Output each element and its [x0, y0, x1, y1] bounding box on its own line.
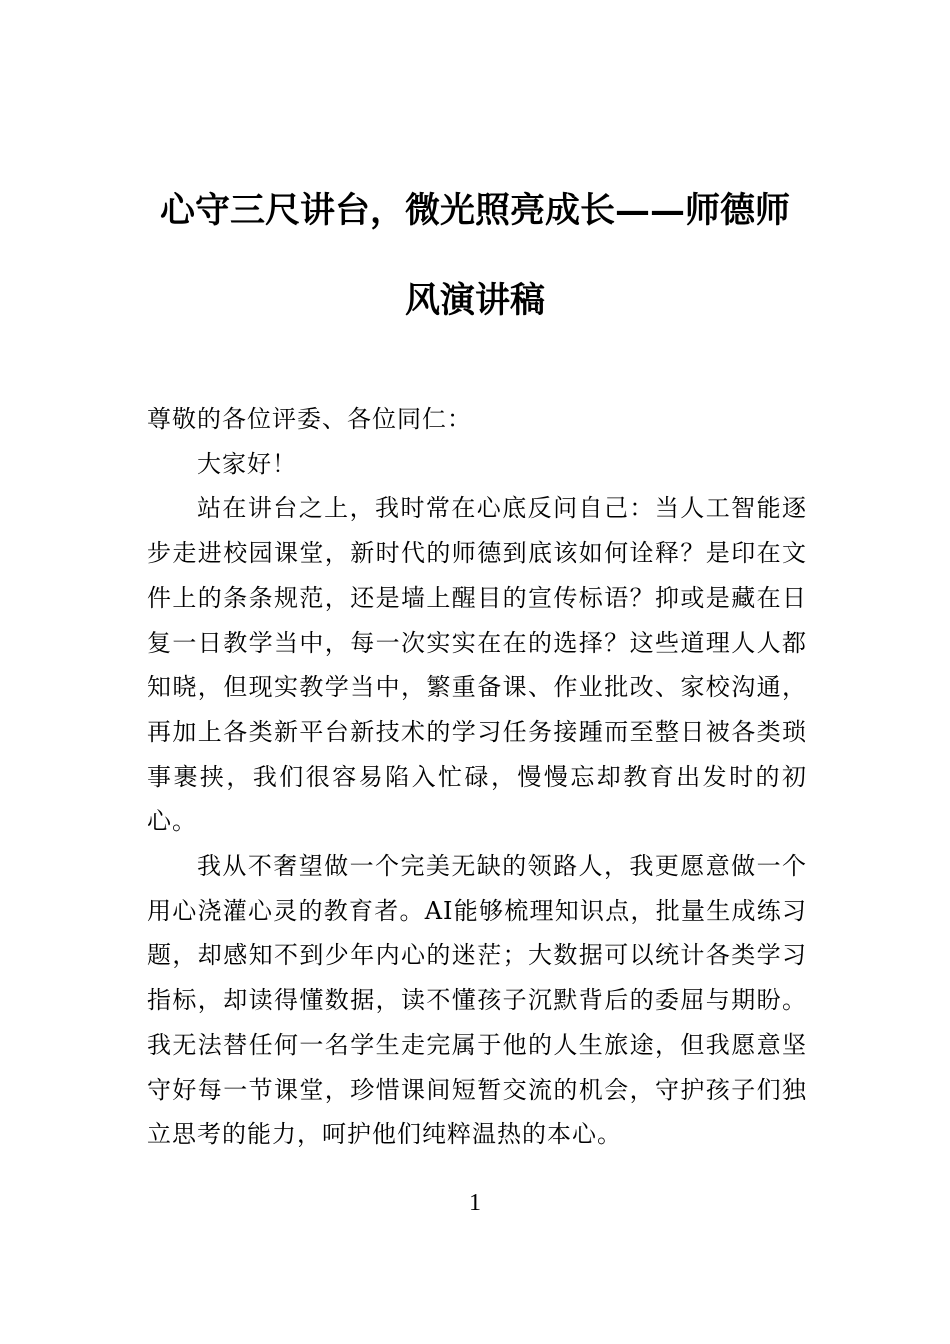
title-line-1: 心守三尺讲台，微光照亮成长——师德师 [159, 190, 790, 231]
page-number: 1 [469, 1190, 481, 1216]
paragraph-1: 站在讲台之上，我时常在心底反问自己：当人工智能逐步走进校园课堂，新时代的师德到底该如何诠释？是印在文件上的条条规范，还是墙上醒目的宣传标语？抑或是藏在日复一日教学当中，每一次实实在在的选择？这些道理人人都知晓，但现实教学当中，繁重备课、作业批改、家校沟通，再加上各类新平台新技术的学习任务接踵而至整日被各类琐事裹挟，我们很容易陷入忙碌，慢慢忘却教育出发时的初心。 [147, 494, 807, 836]
document-title [150, 166, 800, 346]
title-line-2: 风演讲稿 [404, 280, 545, 321]
paragraph-2: 我从不奢望做一个完美无缺的领路人，我更愿意做一个用心浇灌心灵的教育者。AI能够梳理知识点，批量生成练习题，却感知不到少年内心的迷茫；大数据可以统计各类学习指标，却读得懂数据，读不懂孩子沉默背后的委屈与期盼。我无法替任何一名学生走完属于他的人生旅途，但我愿意坚守好每一节课堂，珍惜课间短暂交流的机会，守护孩子们独立思考的能力，呵护他们纯粹温热的本心。 [147, 852, 807, 1149]
greeting: 大家好！ [197, 449, 297, 478]
salutation: 尊敬的各位评委、各位同仁： [147, 405, 472, 433]
document-body [147, 397, 807, 1157]
